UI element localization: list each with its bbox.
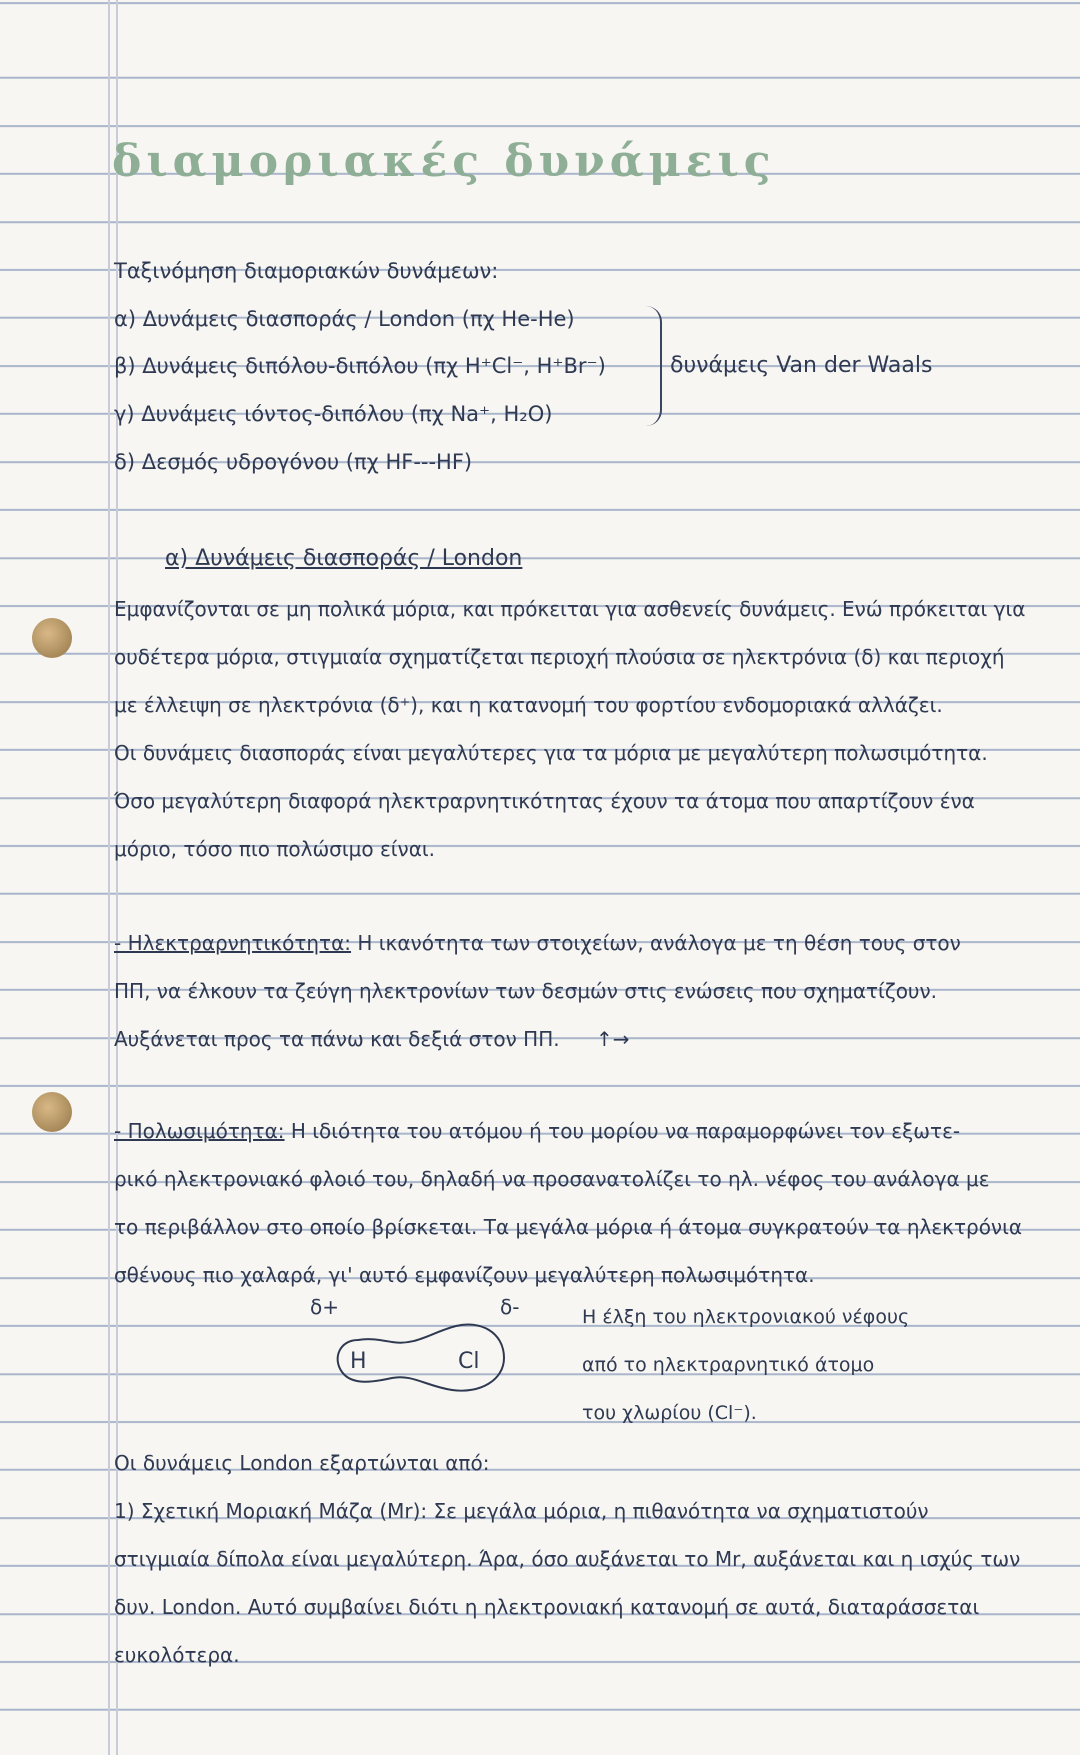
arrow-up-right-icon: ↑→ — [595, 1027, 630, 1051]
polarizability-line: σθένους πιο χαλαρά, γι' αυτό εμφανίζουν μεγαλύτερη πολωσιμότητα. — [114, 1263, 815, 1287]
polarizability-term: - Πολωσιμότητα: — [114, 1119, 285, 1143]
brace — [640, 306, 662, 426]
london-factors-heading: Οι δυνάμεις London εξαρτώνται από: — [114, 1451, 490, 1475]
hcl-dipole-diagram — [310, 1290, 520, 1410]
electronegativity-definition: Η ικανότητα των στοιχείων, ανάλογα με τη θέση τους στον — [357, 931, 961, 955]
electronegativity-term: - Ηλεκτραρνητικότητα: — [114, 931, 352, 955]
section-a-line: Οι δυνάμεις διασποράς είναι μεγαλύτερες για τα μόρια με μεγαλύτερη πολωσιμότητα. — [114, 741, 988, 765]
binder-hole-top — [32, 618, 72, 658]
electronegativity-trend: Αυξάνεται προς τα πάνω και δεξιά στον ΠΠ. — [114, 1027, 560, 1051]
polarizability-line — [114, 1118, 960, 1144]
electronegativity-line — [114, 1026, 629, 1052]
london-factor-line — [114, 1498, 929, 1524]
classification-item: α) Δυνάμεις διασποράς / London (πχ He-He) — [114, 307, 575, 331]
electronegativity-line — [114, 930, 961, 956]
molar-mass-definition: Σε μεγάλα μόρια, η πιθανότητα να σχηματιστούν — [433, 1499, 929, 1523]
section-a-heading: α) Δυνάμεις διασποράς / London — [165, 546, 523, 571]
diagram-note-line: Η έλξη του ηλεκτρονιακού νέφους — [582, 1306, 910, 1328]
molar-mass-term: 1) Σχετική Μοριακή Μάζα (Mr): — [114, 1499, 428, 1523]
delta-plus-label: δ+ — [310, 1295, 339, 1319]
polarizability-line: το περιβάλλον στο οποίο βρίσκεται. Τα μεγάλα μόρια ή άτομα συγκρατούν τα ηλεκτρόνια — [114, 1215, 1023, 1239]
margin-line — [108, 0, 110, 1755]
section-a-line: Εμφανίζονται σε μη πολικά μόρια, και πρόκειται για ασθενείς δυνάμεις. Ενώ πρόκειται για — [114, 597, 1026, 621]
van-der-waals-label: δυνάμεις Van der Waals — [670, 353, 933, 378]
hydrogen-atom-label: H — [350, 1349, 367, 1374]
classification-heading: Ταξινόμηση διαμοριακών δυνάμεων: — [114, 259, 499, 283]
london-factor-line: ευκολότερα. — [114, 1643, 240, 1667]
delta-minus-label: δ- — [500, 1295, 520, 1319]
section-a-line: Όσο μεγαλύτερη διαφορά ηλεκτραρνητικότητας έχουν τα άτομα που απαρτίζουν ένα — [114, 789, 975, 813]
london-factor-line: στιγμιαία δίπολα είναι μεγαλύτερη. Άρα, όσο αυξάνεται το Mr, αυξάνεται και η ισχύς των — [114, 1547, 1021, 1571]
chlorine-atom-label: Cl — [458, 1349, 480, 1374]
polarizability-line: ρικό ηλεκτρονιακό φλοιό του, δηλαδή να προσανατολίζει το ηλ. νέφος του ανάλογα με — [114, 1167, 990, 1191]
section-a-line: με έλλειψη σε ηλεκτρόνια (δ⁺), και η κατανομή του φορτίου ενδομοριακά αλλάζει. — [114, 693, 943, 717]
classification-item: β) Δυνάμεις διπόλου-διπόλου (πχ H⁺Cl⁻, H⁺Br⁻) — [114, 354, 606, 378]
section-a-line: μόριο, τόσο πιο πολώσιμο είναι. — [114, 837, 436, 861]
diagram-note-line: από το ηλεκτραρνητικό άτομο — [582, 1354, 875, 1376]
electronegativity-line: ΠΠ, να έλκουν τα ζεύγη ηλεκτρονίων των δεσμών στις ενώσεις που σχηματίζουν. — [114, 979, 938, 1003]
section-a-line: ουδέτερα μόρια, στιγμιαία σχηματίζεται περιοχή πλούσια σε ηλεκτρόνια (δ) και περιοχή — [114, 645, 1005, 669]
page-title: διαμοριακές δυνάμεις — [112, 136, 776, 187]
classification-item: γ) Δυνάμεις ιόντος-διπόλου (πχ Na⁺, H₂O) — [114, 402, 553, 426]
classification-item: δ) Δεσμός υδρογόνου (πχ HF---HF) — [114, 450, 473, 474]
polarizability-definition: Η ιδιότητα του ατόμου ή του μορίου να παραμορφώνει τον εξωτε- — [290, 1119, 961, 1143]
binder-hole-bottom — [32, 1092, 72, 1132]
london-factor-line: δυν. London. Αυτό συμβαίνει διότι η ηλεκτρονιακή κατανομή σε αυτά, διαταράσσεται — [114, 1595, 980, 1619]
diagram-note-line: του χλωρίου (Cl⁻). — [582, 1402, 757, 1424]
